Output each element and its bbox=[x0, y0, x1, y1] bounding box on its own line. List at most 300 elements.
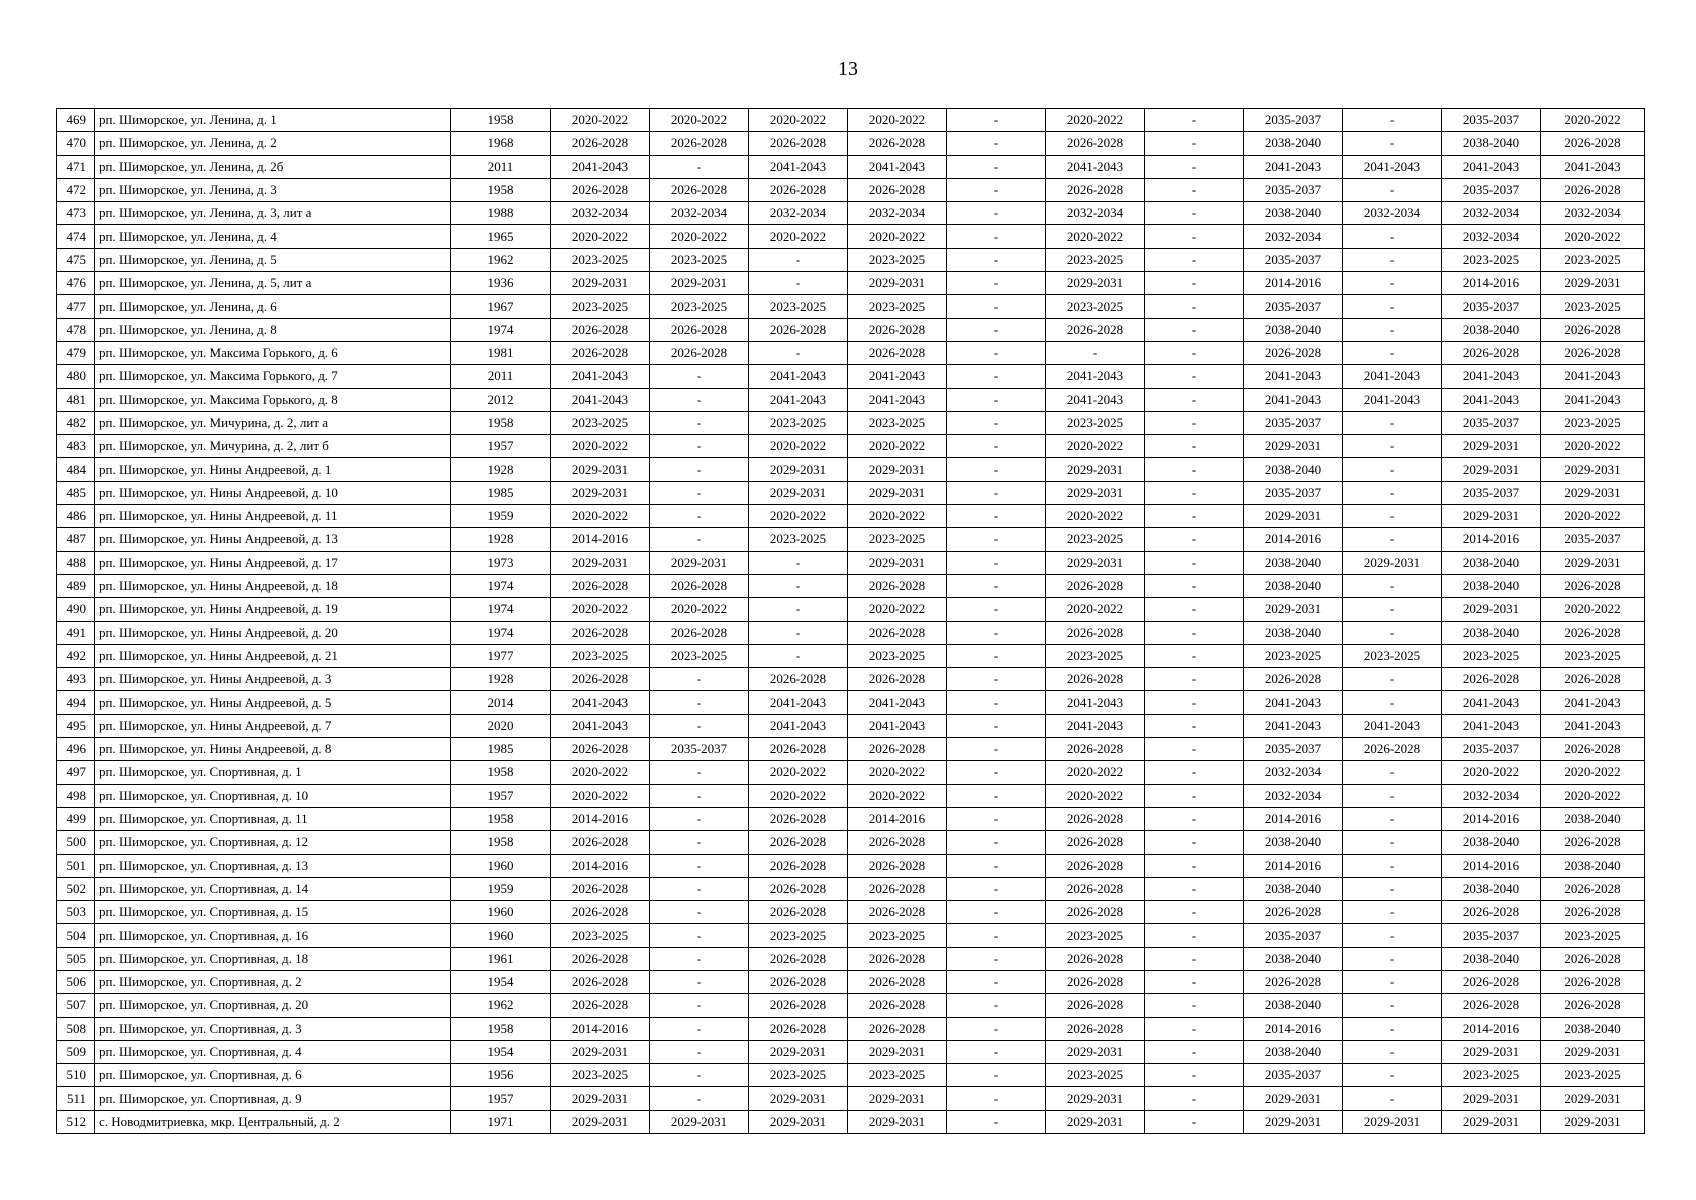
cell-work-period-2: - bbox=[650, 365, 749, 388]
cell-work-period-7: - bbox=[1145, 1110, 1244, 1133]
cell-work-period-9: - bbox=[1343, 877, 1442, 900]
cell-year-built: 1985 bbox=[451, 738, 551, 761]
cell-year-built: 1977 bbox=[451, 644, 551, 667]
cell-work-period-3: 2029-2031 bbox=[749, 1110, 848, 1133]
cell-work-period-4: 2026-2028 bbox=[848, 574, 947, 597]
cell-work-period-8: 2023-2025 bbox=[1244, 644, 1343, 667]
cell-address: рп. Шиморское, ул. Нины Андреевой, д. 11 bbox=[95, 505, 451, 528]
cell-work-period-3: 2020-2022 bbox=[749, 784, 848, 807]
table-row bbox=[57, 388, 1645, 411]
cell-row-number: 476 bbox=[57, 272, 95, 295]
cell-work-period-6: 2029-2031 bbox=[1046, 272, 1145, 295]
cell-work-period-2: - bbox=[650, 831, 749, 854]
cell-work-period-10: 2038-2040 bbox=[1442, 947, 1541, 970]
cell-work-period-9: - bbox=[1343, 668, 1442, 691]
cell-work-period-11: 2020-2022 bbox=[1541, 598, 1645, 621]
cell-work-period-10: 2038-2040 bbox=[1442, 132, 1541, 155]
cell-work-period-11: 2041-2043 bbox=[1541, 691, 1645, 714]
cell-work-period-3: 2026-2028 bbox=[749, 178, 848, 201]
cell-work-period-3: 2020-2022 bbox=[749, 109, 848, 132]
table-row bbox=[57, 528, 1645, 551]
cell-work-period-8: 2035-2037 bbox=[1244, 481, 1343, 504]
cell-work-period-3: 2026-2028 bbox=[749, 807, 848, 830]
table-row bbox=[57, 901, 1645, 924]
cell-year-built: 1958 bbox=[451, 178, 551, 201]
cell-work-period-6: 2023-2025 bbox=[1046, 528, 1145, 551]
cell-work-period-5: - bbox=[947, 109, 1046, 132]
cell-work-period-1: 2026-2028 bbox=[551, 574, 650, 597]
cell-work-period-1: 2026-2028 bbox=[551, 318, 650, 341]
cell-work-period-3: 2026-2028 bbox=[749, 854, 848, 877]
cell-work-period-4: 2023-2025 bbox=[848, 528, 947, 551]
cell-row-number: 493 bbox=[57, 668, 95, 691]
cell-work-period-4: 2029-2031 bbox=[848, 1087, 947, 1110]
cell-work-period-5: - bbox=[947, 295, 1046, 318]
cell-work-period-10: 2026-2028 bbox=[1442, 994, 1541, 1017]
cell-work-period-6: 2041-2043 bbox=[1046, 388, 1145, 411]
cell-work-period-6: 2020-2022 bbox=[1046, 784, 1145, 807]
cell-work-period-8: 2041-2043 bbox=[1244, 691, 1343, 714]
cell-work-period-10: 2041-2043 bbox=[1442, 691, 1541, 714]
cell-row-number: 470 bbox=[57, 132, 95, 155]
cell-year-built: 2012 bbox=[451, 388, 551, 411]
cell-work-period-2: 2035-2037 bbox=[650, 738, 749, 761]
cell-work-period-1: 2026-2028 bbox=[551, 341, 650, 364]
cell-work-period-3: 2029-2031 bbox=[749, 481, 848, 504]
cell-work-period-4: 2041-2043 bbox=[848, 714, 947, 737]
cell-work-period-10: 2035-2037 bbox=[1442, 295, 1541, 318]
cell-address: рп. Шиморское, ул. Нины Андреевой, д. 18 bbox=[95, 574, 451, 597]
cell-year-built: 1928 bbox=[451, 668, 551, 691]
cell-address: рп. Шиморское, ул. Мичурина, д. 2, лит а bbox=[95, 411, 451, 434]
cell-address: рп. Шиморское, ул. Ленина, д. 6 bbox=[95, 295, 451, 318]
cell-work-period-2: - bbox=[650, 388, 749, 411]
cell-work-period-4: 2026-2028 bbox=[848, 1017, 947, 1040]
cell-work-period-8: 2035-2037 bbox=[1244, 738, 1343, 761]
cell-work-period-1: 2020-2022 bbox=[551, 761, 650, 784]
cell-work-period-8: 2032-2034 bbox=[1244, 784, 1343, 807]
cell-work-period-5: - bbox=[947, 854, 1046, 877]
table-row bbox=[57, 248, 1645, 271]
cell-work-period-3: 2026-2028 bbox=[749, 877, 848, 900]
cell-work-period-4: 2020-2022 bbox=[848, 225, 947, 248]
table-row bbox=[57, 481, 1645, 504]
table-row bbox=[57, 155, 1645, 178]
cell-work-period-8: 2032-2034 bbox=[1244, 225, 1343, 248]
cell-work-period-2: - bbox=[650, 1040, 749, 1063]
table-row bbox=[57, 738, 1645, 761]
cell-work-period-4: 2029-2031 bbox=[848, 1040, 947, 1063]
cell-work-period-11: 2023-2025 bbox=[1541, 411, 1645, 434]
cell-work-period-7: - bbox=[1145, 901, 1244, 924]
cell-row-number: 499 bbox=[57, 807, 95, 830]
cell-year-built: 1960 bbox=[451, 924, 551, 947]
cell-work-period-1: 2020-2022 bbox=[551, 225, 650, 248]
cell-year-built: 1968 bbox=[451, 132, 551, 155]
cell-work-period-10: 2014-2016 bbox=[1442, 528, 1541, 551]
cell-work-period-7: - bbox=[1145, 621, 1244, 644]
cell-work-period-11: 2023-2025 bbox=[1541, 1064, 1645, 1087]
cell-work-period-8: 2035-2037 bbox=[1244, 178, 1343, 201]
cell-work-period-1: 2023-2025 bbox=[551, 924, 650, 947]
cell-work-period-2: 2023-2025 bbox=[650, 644, 749, 667]
cell-address: рп. Шиморское, ул. Ленина, д. 2 bbox=[95, 132, 451, 155]
cell-work-period-10: 2026-2028 bbox=[1442, 341, 1541, 364]
cell-year-built: 1974 bbox=[451, 574, 551, 597]
cell-work-period-8: 2038-2040 bbox=[1244, 947, 1343, 970]
cell-work-period-7: - bbox=[1145, 807, 1244, 830]
cell-work-period-1: 2020-2022 bbox=[551, 109, 650, 132]
table-row bbox=[57, 877, 1645, 900]
cell-work-period-7: - bbox=[1145, 924, 1244, 947]
cell-row-number: 504 bbox=[57, 924, 95, 947]
cell-work-period-2: - bbox=[650, 854, 749, 877]
cell-work-period-8: 2035-2037 bbox=[1244, 295, 1343, 318]
cell-work-period-3: 2026-2028 bbox=[749, 994, 848, 1017]
cell-work-period-8: 2026-2028 bbox=[1244, 341, 1343, 364]
cell-work-period-7: - bbox=[1145, 854, 1244, 877]
cell-work-period-8: 2029-2031 bbox=[1244, 598, 1343, 621]
cell-work-period-3: 2041-2043 bbox=[749, 691, 848, 714]
cell-work-period-4: 2020-2022 bbox=[848, 761, 947, 784]
cell-work-period-6: 2026-2028 bbox=[1046, 132, 1145, 155]
table-row bbox=[57, 1017, 1645, 1040]
cell-work-period-7: - bbox=[1145, 714, 1244, 737]
cell-year-built: 1960 bbox=[451, 854, 551, 877]
cell-work-period-10: 2029-2031 bbox=[1442, 1087, 1541, 1110]
cell-work-period-7: - bbox=[1145, 1087, 1244, 1110]
cell-year-built: 1971 bbox=[451, 1110, 551, 1133]
cell-work-period-7: - bbox=[1145, 411, 1244, 434]
cell-work-period-9: - bbox=[1343, 924, 1442, 947]
cell-work-period-11: 2032-2034 bbox=[1541, 202, 1645, 225]
cell-year-built: 1957 bbox=[451, 1087, 551, 1110]
table-body bbox=[57, 109, 1645, 1134]
cell-year-built: 1928 bbox=[451, 458, 551, 481]
cell-address: рп. Шиморское, ул. Нины Андреевой, д. 5 bbox=[95, 691, 451, 714]
cell-work-period-9: - bbox=[1343, 178, 1442, 201]
cell-work-period-7: - bbox=[1145, 435, 1244, 458]
table-row bbox=[57, 598, 1645, 621]
cell-work-period-8: 2032-2034 bbox=[1244, 761, 1343, 784]
table-row bbox=[57, 1040, 1645, 1063]
cell-work-period-1: 2026-2028 bbox=[551, 132, 650, 155]
cell-work-period-8: 2038-2040 bbox=[1244, 574, 1343, 597]
cell-work-period-4: 2020-2022 bbox=[848, 784, 947, 807]
cell-year-built: 1958 bbox=[451, 411, 551, 434]
cell-work-period-11: 2020-2022 bbox=[1541, 225, 1645, 248]
cell-work-period-1: 2020-2022 bbox=[551, 435, 650, 458]
cell-row-number: 484 bbox=[57, 458, 95, 481]
cell-work-period-1: 2020-2022 bbox=[551, 598, 650, 621]
cell-work-period-7: - bbox=[1145, 1040, 1244, 1063]
cell-work-period-4: 2023-2025 bbox=[848, 924, 947, 947]
cell-work-period-10: 2041-2043 bbox=[1442, 365, 1541, 388]
cell-work-period-11: 2026-2028 bbox=[1541, 831, 1645, 854]
cell-work-period-9: - bbox=[1343, 225, 1442, 248]
cell-row-number: 481 bbox=[57, 388, 95, 411]
cell-work-period-9: - bbox=[1343, 901, 1442, 924]
cell-work-period-10: 2035-2037 bbox=[1442, 109, 1541, 132]
cell-address: рп. Шиморское, ул. Нины Андреевой, д. 19 bbox=[95, 598, 451, 621]
cell-row-number: 506 bbox=[57, 970, 95, 993]
cell-work-period-7: - bbox=[1145, 341, 1244, 364]
cell-address: рп. Шиморское, ул. Ленина, д. 8 bbox=[95, 318, 451, 341]
cell-work-period-10: 2032-2034 bbox=[1442, 202, 1541, 225]
table-row bbox=[57, 272, 1645, 295]
cell-work-period-11: 2026-2028 bbox=[1541, 738, 1645, 761]
cell-row-number: 498 bbox=[57, 784, 95, 807]
cell-work-period-4: 2026-2028 bbox=[848, 947, 947, 970]
cell-work-period-1: 2026-2028 bbox=[551, 621, 650, 644]
cell-work-period-6: 2023-2025 bbox=[1046, 248, 1145, 271]
cell-work-period-8: 2038-2040 bbox=[1244, 458, 1343, 481]
cell-work-period-4: 2026-2028 bbox=[848, 318, 947, 341]
cell-work-period-1: 2026-2028 bbox=[551, 901, 650, 924]
cell-work-period-5: - bbox=[947, 1064, 1046, 1087]
cell-work-period-9: - bbox=[1343, 295, 1442, 318]
cell-work-period-9: - bbox=[1343, 109, 1442, 132]
table-row bbox=[57, 435, 1645, 458]
table-row bbox=[57, 668, 1645, 691]
cell-address: рп. Шиморское, ул. Спортивная, д. 4 bbox=[95, 1040, 451, 1063]
cell-row-number: 486 bbox=[57, 505, 95, 528]
cell-work-period-2: - bbox=[650, 481, 749, 504]
cell-work-period-1: 2026-2028 bbox=[551, 831, 650, 854]
cell-year-built: 1960 bbox=[451, 901, 551, 924]
cell-work-period-7: - bbox=[1145, 481, 1244, 504]
cell-work-period-5: - bbox=[947, 341, 1046, 364]
cell-work-period-9: - bbox=[1343, 807, 1442, 830]
cell-work-period-3: 2041-2043 bbox=[749, 714, 848, 737]
table-row bbox=[57, 341, 1645, 364]
cell-work-period-8: 2038-2040 bbox=[1244, 551, 1343, 574]
cell-work-period-9: - bbox=[1343, 854, 1442, 877]
cell-work-period-11: 2020-2022 bbox=[1541, 109, 1645, 132]
cell-work-period-2: 2020-2022 bbox=[650, 109, 749, 132]
cell-work-period-4: 2026-2028 bbox=[848, 341, 947, 364]
cell-work-period-4: 2014-2016 bbox=[848, 807, 947, 830]
cell-work-period-9: - bbox=[1343, 1040, 1442, 1063]
cell-address: рп. Шиморское, ул. Ленина, д. 5, лит а bbox=[95, 272, 451, 295]
cell-work-period-6: 2026-2028 bbox=[1046, 574, 1145, 597]
cell-work-period-1: 2041-2043 bbox=[551, 691, 650, 714]
cell-year-built: 1985 bbox=[451, 481, 551, 504]
cell-work-period-11: 2026-2028 bbox=[1541, 341, 1645, 364]
cell-work-period-9: - bbox=[1343, 528, 1442, 551]
cell-work-period-3: - bbox=[749, 644, 848, 667]
table-row bbox=[57, 644, 1645, 667]
cell-work-period-11: 2029-2031 bbox=[1541, 1040, 1645, 1063]
cell-work-period-7: - bbox=[1145, 1064, 1244, 1087]
cell-work-period-11: 2023-2025 bbox=[1541, 295, 1645, 318]
cell-work-period-9: - bbox=[1343, 598, 1442, 621]
cell-work-period-6: 2029-2031 bbox=[1046, 458, 1145, 481]
cell-work-period-9: - bbox=[1343, 1017, 1442, 1040]
cell-work-period-10: 2029-2031 bbox=[1442, 435, 1541, 458]
cell-work-period-3: 2029-2031 bbox=[749, 458, 848, 481]
cell-work-period-6: 2032-2034 bbox=[1046, 202, 1145, 225]
cell-row-number: 487 bbox=[57, 528, 95, 551]
cell-work-period-9: - bbox=[1343, 784, 1442, 807]
cell-work-period-7: - bbox=[1145, 318, 1244, 341]
cell-address: рп. Шиморское, ул. Мичурина, д. 2, лит б bbox=[95, 435, 451, 458]
cell-work-period-2: 2026-2028 bbox=[650, 341, 749, 364]
cell-address: рп. Шиморское, ул. Нины Андреевой, д. 13 bbox=[95, 528, 451, 551]
cell-work-period-6: 2026-2028 bbox=[1046, 970, 1145, 993]
cell-work-period-3: 2020-2022 bbox=[749, 761, 848, 784]
cell-work-period-1: 2020-2022 bbox=[551, 784, 650, 807]
cell-work-period-5: - bbox=[947, 738, 1046, 761]
cell-year-built: 2011 bbox=[451, 365, 551, 388]
cell-work-period-8: 2014-2016 bbox=[1244, 272, 1343, 295]
cell-work-period-5: - bbox=[947, 505, 1046, 528]
cell-work-period-5: - bbox=[947, 598, 1046, 621]
table-row bbox=[57, 761, 1645, 784]
table-row bbox=[57, 458, 1645, 481]
cell-row-number: 479 bbox=[57, 341, 95, 364]
cell-work-period-10: 2038-2040 bbox=[1442, 877, 1541, 900]
cell-work-period-5: - bbox=[947, 155, 1046, 178]
table-row bbox=[57, 318, 1645, 341]
cell-work-period-9: - bbox=[1343, 411, 1442, 434]
cell-work-period-5: - bbox=[947, 644, 1046, 667]
cell-work-period-6: 2026-2028 bbox=[1046, 621, 1145, 644]
cell-work-period-2: - bbox=[650, 994, 749, 1017]
cell-work-period-8: 2029-2031 bbox=[1244, 1087, 1343, 1110]
cell-work-period-2: - bbox=[650, 1087, 749, 1110]
cell-row-number: 485 bbox=[57, 481, 95, 504]
cell-work-period-5: - bbox=[947, 132, 1046, 155]
cell-work-period-4: 2026-2028 bbox=[848, 132, 947, 155]
cell-work-period-7: - bbox=[1145, 970, 1244, 993]
housing-repair-schedule-table bbox=[56, 108, 1645, 1134]
cell-work-period-6: 2020-2022 bbox=[1046, 225, 1145, 248]
cell-year-built: 1954 bbox=[451, 1040, 551, 1063]
cell-work-period-3: 2026-2028 bbox=[749, 901, 848, 924]
cell-work-period-3: 2026-2028 bbox=[749, 970, 848, 993]
cell-work-period-2: - bbox=[650, 458, 749, 481]
cell-work-period-8: 2038-2040 bbox=[1244, 877, 1343, 900]
cell-row-number: 494 bbox=[57, 691, 95, 714]
cell-work-period-9: 2029-2031 bbox=[1343, 551, 1442, 574]
cell-work-period-10: 2041-2043 bbox=[1442, 155, 1541, 178]
table-row bbox=[57, 994, 1645, 1017]
cell-work-period-6: 2026-2028 bbox=[1046, 831, 1145, 854]
cell-work-period-6: 2020-2022 bbox=[1046, 761, 1145, 784]
cell-year-built: 1961 bbox=[451, 947, 551, 970]
cell-work-period-2: - bbox=[650, 877, 749, 900]
cell-work-period-11: 2026-2028 bbox=[1541, 901, 1645, 924]
cell-work-period-5: - bbox=[947, 714, 1046, 737]
cell-work-period-7: - bbox=[1145, 761, 1244, 784]
cell-address: рп. Шиморское, ул. Ленина, д. 2б bbox=[95, 155, 451, 178]
cell-work-period-5: - bbox=[947, 365, 1046, 388]
cell-work-period-5: - bbox=[947, 481, 1046, 504]
cell-work-period-8: 2038-2040 bbox=[1244, 831, 1343, 854]
cell-work-period-1: 2029-2031 bbox=[551, 551, 650, 574]
cell-year-built: 1965 bbox=[451, 225, 551, 248]
cell-work-period-8: 2041-2043 bbox=[1244, 388, 1343, 411]
cell-work-period-6: 2023-2025 bbox=[1046, 924, 1145, 947]
cell-work-period-5: - bbox=[947, 435, 1046, 458]
cell-work-period-6: 2023-2025 bbox=[1046, 411, 1145, 434]
cell-work-period-2: - bbox=[650, 807, 749, 830]
cell-row-number: 492 bbox=[57, 644, 95, 667]
cell-work-period-10: 2020-2022 bbox=[1442, 761, 1541, 784]
cell-work-period-8: 2035-2037 bbox=[1244, 248, 1343, 271]
table-row bbox=[57, 621, 1645, 644]
cell-work-period-10: 2035-2037 bbox=[1442, 411, 1541, 434]
cell-work-period-5: - bbox=[947, 668, 1046, 691]
cell-work-period-7: - bbox=[1145, 295, 1244, 318]
table-row bbox=[57, 1087, 1645, 1110]
cell-work-period-2: 2026-2028 bbox=[650, 132, 749, 155]
cell-work-period-9: - bbox=[1343, 994, 1442, 1017]
cell-work-period-9: - bbox=[1343, 761, 1442, 784]
cell-work-period-7: - bbox=[1145, 248, 1244, 271]
cell-work-period-10: 2014-2016 bbox=[1442, 1017, 1541, 1040]
cell-work-period-4: 2026-2028 bbox=[848, 970, 947, 993]
cell-work-period-11: 2029-2031 bbox=[1541, 551, 1645, 574]
cell-row-number: 512 bbox=[57, 1110, 95, 1133]
cell-work-period-10: 2023-2025 bbox=[1442, 1064, 1541, 1087]
cell-work-period-11: 2020-2022 bbox=[1541, 784, 1645, 807]
cell-work-period-1: 2014-2016 bbox=[551, 807, 650, 830]
cell-work-period-5: - bbox=[947, 411, 1046, 434]
cell-work-period-10: 2029-2031 bbox=[1442, 1040, 1541, 1063]
cell-work-period-5: - bbox=[947, 318, 1046, 341]
table-row bbox=[57, 807, 1645, 830]
cell-work-period-10: 2026-2028 bbox=[1442, 668, 1541, 691]
cell-work-period-6: 2029-2031 bbox=[1046, 1087, 1145, 1110]
table-row bbox=[57, 551, 1645, 574]
cell-address: рп. Шиморское, ул. Спортивная, д. 15 bbox=[95, 901, 451, 924]
cell-work-period-11: 2026-2028 bbox=[1541, 574, 1645, 597]
cell-work-period-10: 2014-2016 bbox=[1442, 807, 1541, 830]
cell-work-period-11: 2029-2031 bbox=[1541, 458, 1645, 481]
cell-work-period-7: - bbox=[1145, 994, 1244, 1017]
table-row bbox=[57, 714, 1645, 737]
cell-work-period-2: 2029-2031 bbox=[650, 551, 749, 574]
cell-work-period-11: 2041-2043 bbox=[1541, 388, 1645, 411]
cell-work-period-5: - bbox=[947, 225, 1046, 248]
cell-year-built: 2014 bbox=[451, 691, 551, 714]
cell-work-period-10: 2014-2016 bbox=[1442, 272, 1541, 295]
cell-work-period-5: - bbox=[947, 551, 1046, 574]
cell-work-period-3: 2020-2022 bbox=[749, 225, 848, 248]
table-row bbox=[57, 574, 1645, 597]
table-row bbox=[57, 109, 1645, 132]
cell-work-period-8: 2029-2031 bbox=[1244, 1110, 1343, 1133]
cell-row-number: 500 bbox=[57, 831, 95, 854]
cell-work-period-11: 2026-2028 bbox=[1541, 994, 1645, 1017]
cell-work-period-2: 2026-2028 bbox=[650, 178, 749, 201]
cell-work-period-7: - bbox=[1145, 202, 1244, 225]
cell-work-period-11: 2023-2025 bbox=[1541, 248, 1645, 271]
cell-work-period-8: 2041-2043 bbox=[1244, 714, 1343, 737]
cell-work-period-8: 2035-2037 bbox=[1244, 1064, 1343, 1087]
cell-work-period-2: 2029-2031 bbox=[650, 272, 749, 295]
cell-work-period-5: - bbox=[947, 1087, 1046, 1110]
cell-work-period-3: - bbox=[749, 574, 848, 597]
cell-work-period-3: 2023-2025 bbox=[749, 1064, 848, 1087]
cell-address: рп. Шиморское, ул. Максима Горького, д. 7 bbox=[95, 365, 451, 388]
cell-work-period-5: - bbox=[947, 1040, 1046, 1063]
cell-work-period-2: - bbox=[650, 528, 749, 551]
cell-row-number: 471 bbox=[57, 155, 95, 178]
cell-work-period-11: 2026-2028 bbox=[1541, 178, 1645, 201]
